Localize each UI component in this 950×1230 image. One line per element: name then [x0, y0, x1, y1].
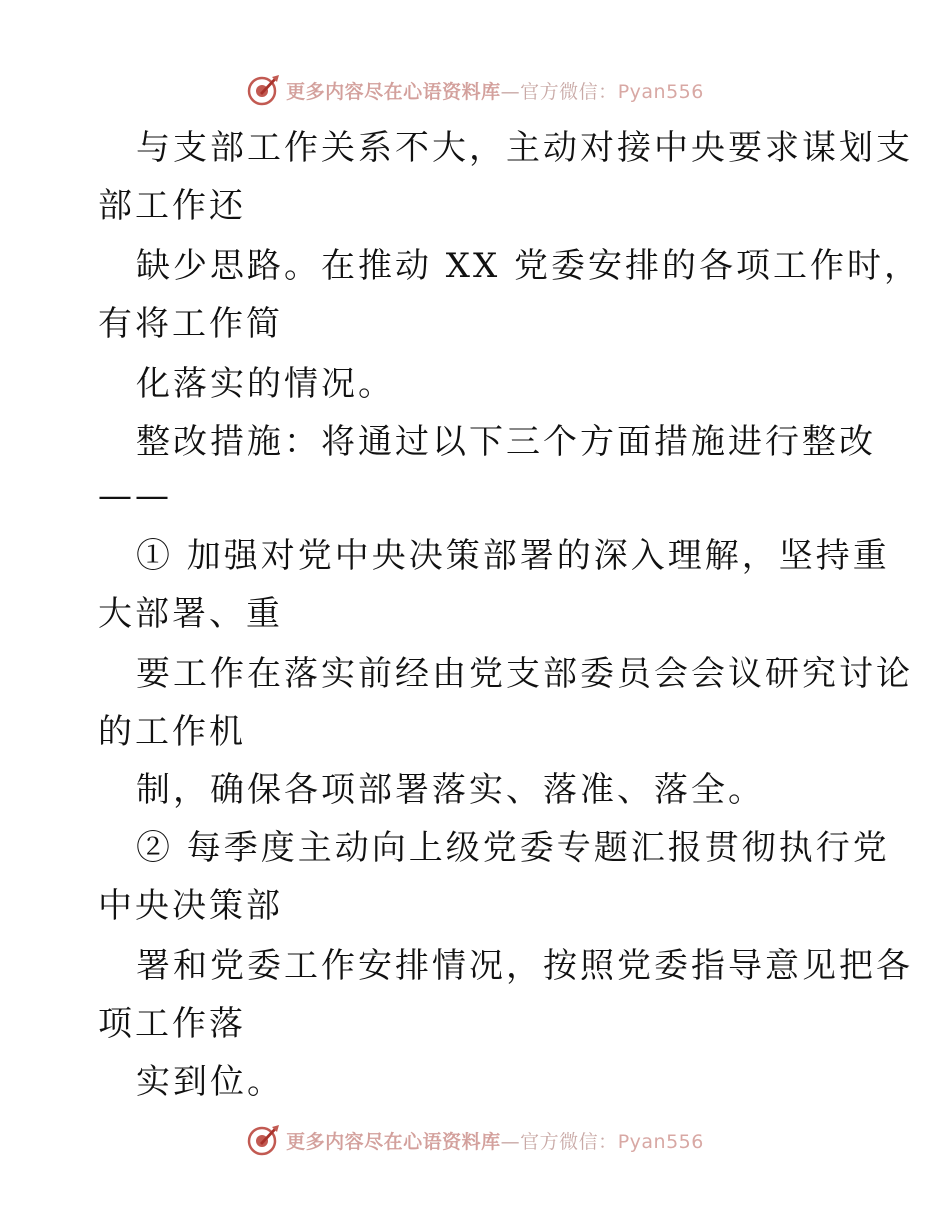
text-line: 整改措施：将通过以下三个方面措施进行整改	[136, 422, 876, 462]
watermark-text	[286, 77, 704, 104]
text-line: 实到位。	[136, 1062, 284, 1102]
text-line: 项工作落	[98, 1004, 246, 1044]
text-line: 署和党委工作安排情况，按照党委指导意见把各	[136, 946, 913, 986]
quill-logo-icon	[246, 73, 280, 107]
watermark-label: 官方微信：	[520, 80, 618, 103]
watermark-id: Pyan556	[617, 1130, 704, 1153]
text-line: 要工作在落实前经由党支部委员会会议研究讨论	[136, 654, 913, 694]
watermark-main: 更多内容尽在心语资料库	[286, 1130, 501, 1153]
text-line: 部工作还	[98, 186, 246, 226]
text-line: ——	[98, 476, 172, 516]
watermark-main: 更多内容尽在心语资料库	[286, 80, 501, 103]
watermark-id: Pyan556	[617, 80, 704, 103]
header-watermark	[0, 70, 950, 110]
text-line: 化落实的情况。	[136, 364, 395, 404]
text-line: ② 每季度主动向上级党委专题汇报贯彻执行党	[136, 828, 890, 868]
text-line: 缺少思路。在推动 XX 党委安排的各项工作时，	[136, 246, 922, 286]
text-line: 有将工作简	[98, 304, 283, 344]
text-line: 制，确保各项部署落实、落准、落全。	[136, 770, 765, 810]
text-line: 中央决策部	[98, 886, 283, 926]
watermark-dash: —	[500, 1130, 521, 1153]
quill-logo-icon	[246, 1123, 280, 1157]
watermark-label: 官方微信：	[520, 1130, 618, 1153]
watermark-dash: —	[500, 80, 521, 103]
text-line: ① 加强对党中央决策部署的深入理解，坚持重	[136, 536, 890, 576]
watermark-text	[286, 1127, 704, 1154]
text-line: 的工作机	[98, 712, 246, 752]
text-line: 与支部工作关系不大，主动对接中央要求谋划支	[136, 128, 913, 168]
text-line: 大部署、重	[98, 594, 283, 634]
footer-watermark	[0, 1120, 950, 1160]
